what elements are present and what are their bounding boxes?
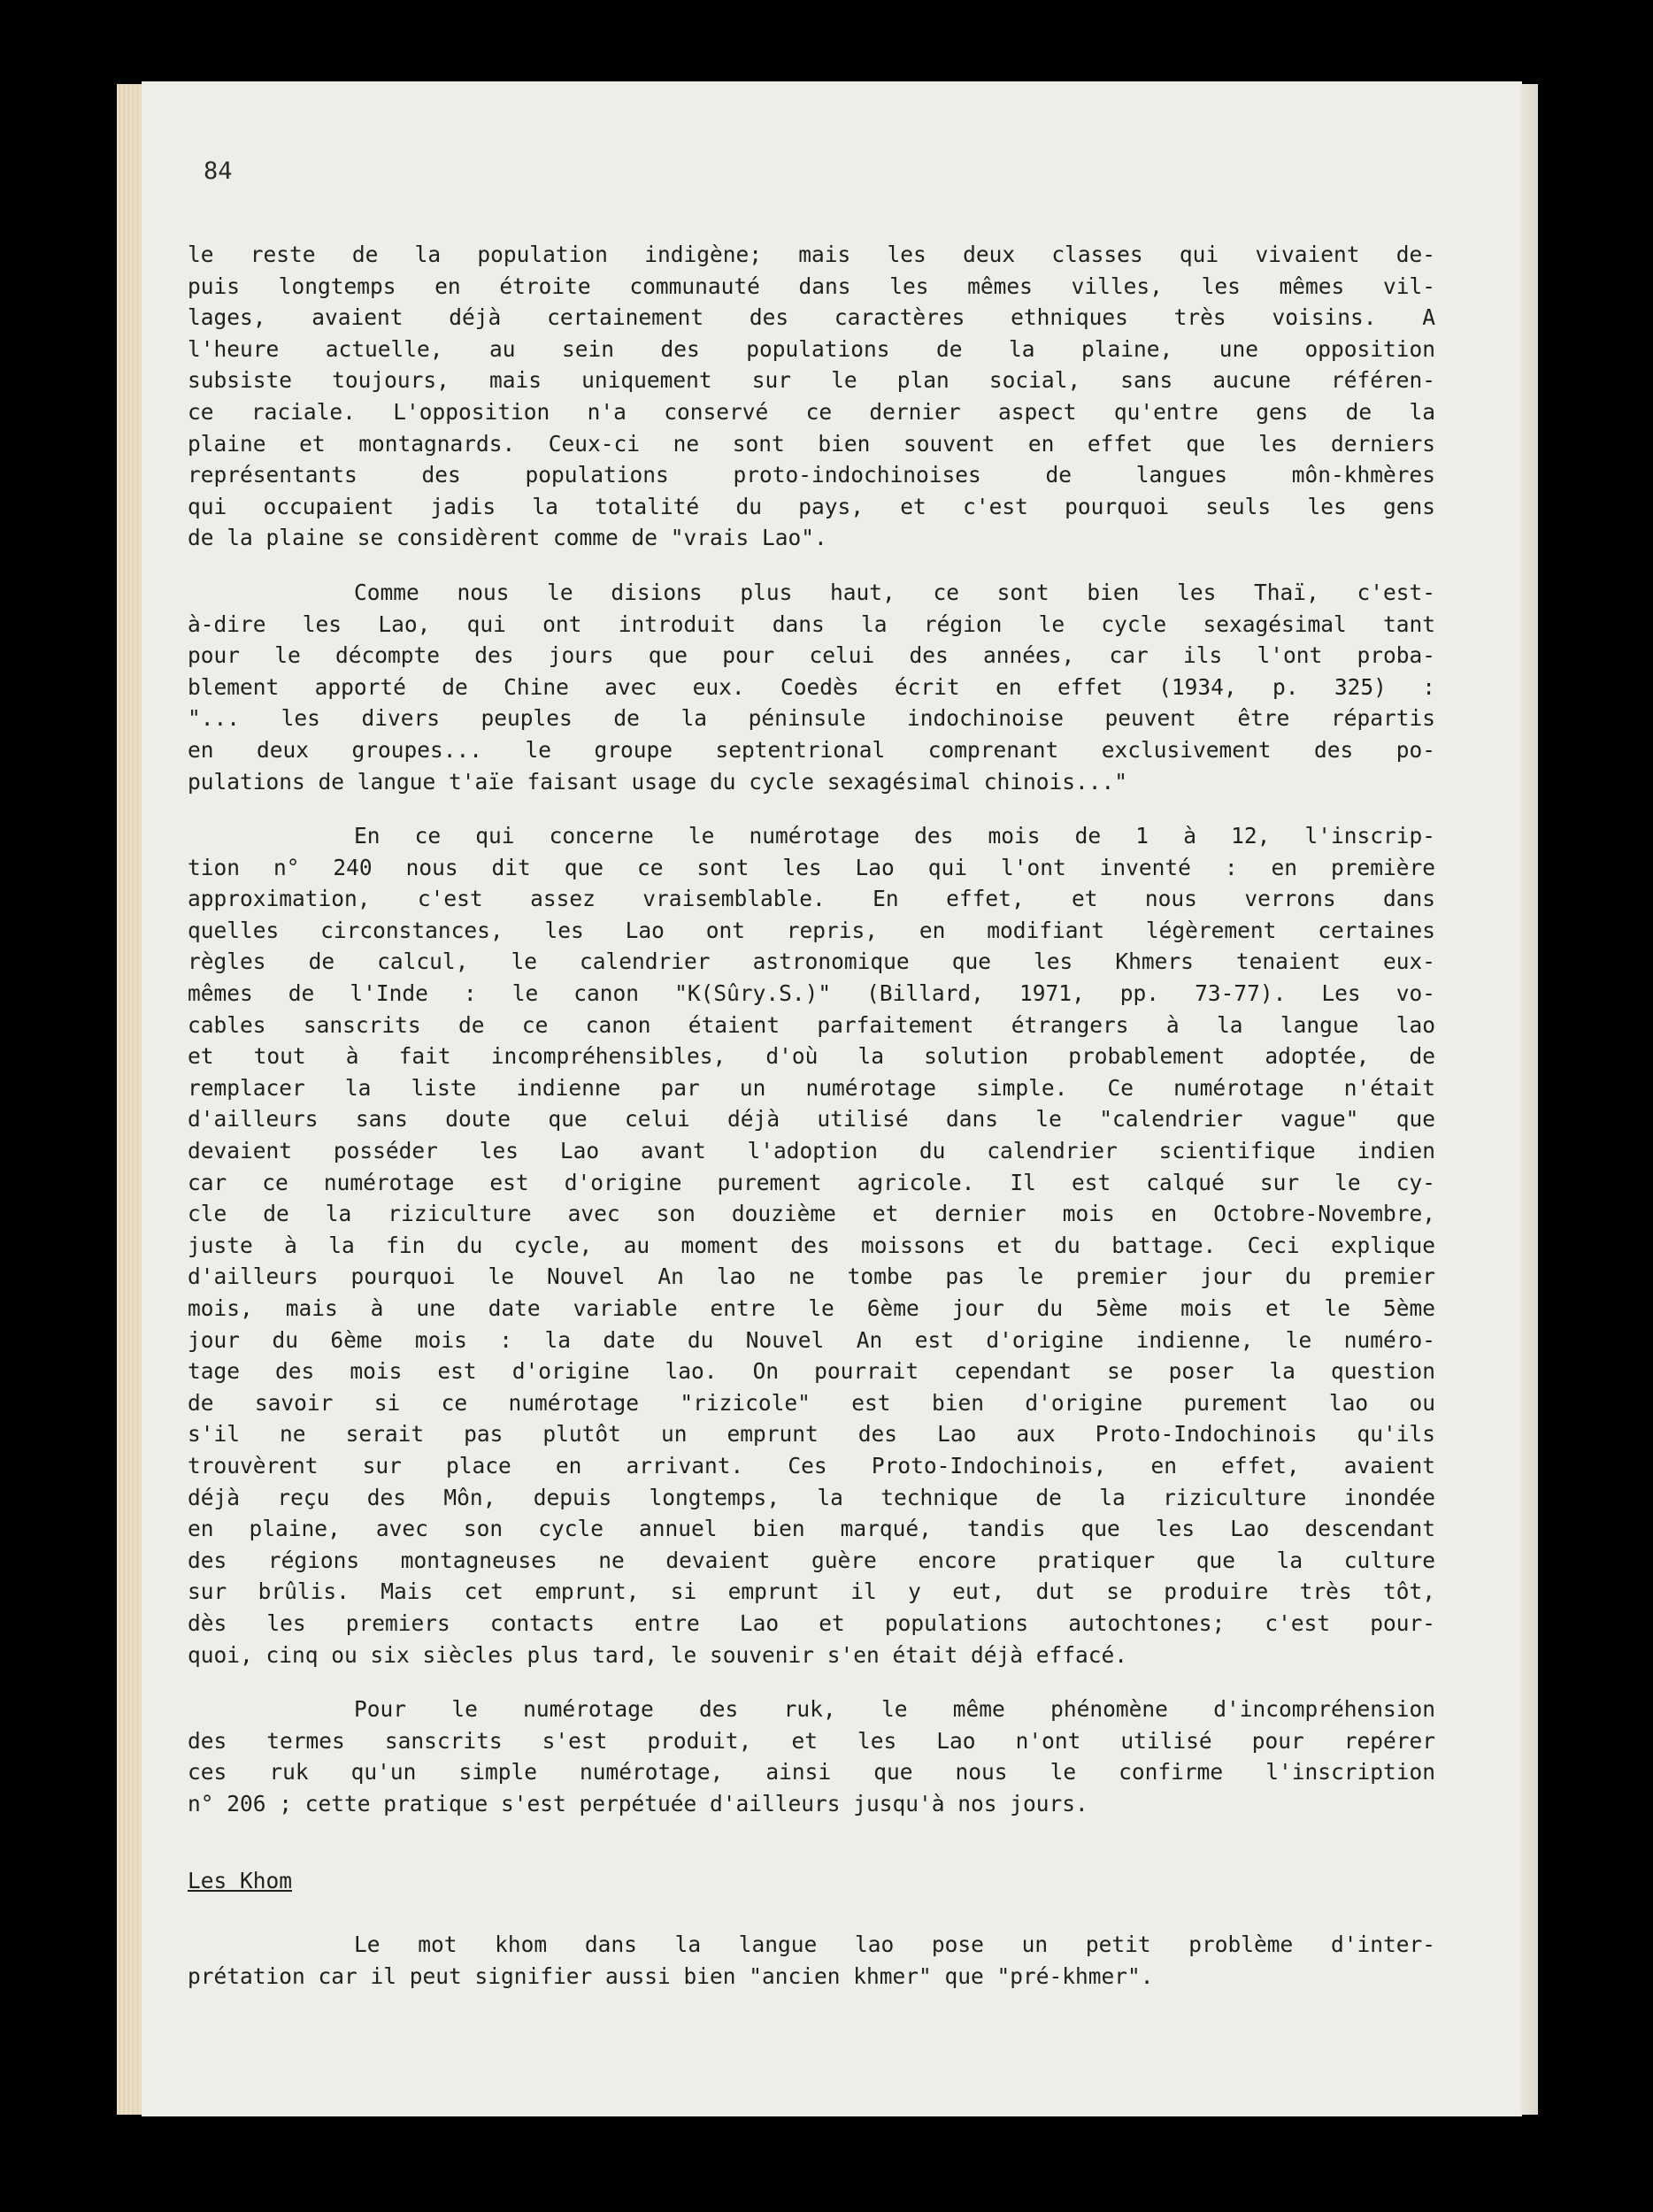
text-line: trouvèrent sur place en arrivant. Ces Proto-Indochinois, en effet, avaient [188,1452,1435,1479]
text-line: en plaine, avec son cycle annuel bien marqué, tandis que les Lao descendant [188,1516,1435,1542]
page-number: 84 [204,157,233,185]
text-line: pour le décompte des jours que pour celui des années, car ils l'ont proba- [188,642,1435,669]
text-line: jour du 6ème mois : la date du Nouvel An est d'origine indienne, le numéro- [188,1326,1435,1353]
text-line: remplacer la liste indienne par un numérotage simple. Ce numérotage n'était [188,1074,1435,1101]
text-line: des régions montagneuses ne devaient guère encore pratiquer que la culture [188,1547,1435,1573]
page-stack-edge [117,84,143,2115]
text-line: blement apporté de Chine avec eux. Coedès écrit en effet (1934, p. 325) : [188,673,1435,700]
text-line: Le mot khom dans la langue lao pose un petit problème d'inter- [354,1932,1435,1957]
text-line: subsiste toujours, mais uniquement sur le plan social, sans aucune référen- [188,367,1435,394]
text-line: le reste de la population indigène; mais les deux classes qui vivaient de- [188,242,1435,267]
paragraph-1 [188,239,1435,554]
text-line: Pour le numérotage des ruk, le même phénomène d'incompréhension [354,1696,1435,1723]
text-line: plaine et montagnards. Ceux-ci ne sont bien souvent en effet que les derniers [188,430,1435,457]
text-line: dès les premiers contacts entre Lao et populations autochtones; c'est pour- [188,1609,1435,1636]
text-line: juste à la fin du cycle, au moment des moissons et du battage. Ceci explique [188,1232,1435,1258]
text-line: s'il ne serait pas plutôt un emprunt des Lao aux Proto-Indochinois qu'ils [188,1421,1435,1448]
text-line: ce raciale. L'opposition n'a conservé ce dernier aspect qu'entre gens de la [188,398,1435,425]
text-line: et tout à fait incompréhensibles, d'où la solution probablement adoptée, de [188,1043,1435,1070]
body-text [188,239,1435,1820]
paragraph-5 [188,1929,1435,1992]
text-line: puis longtemps en étroite communauté dans les mêmes villes, les mêmes vil- [188,273,1435,299]
text-line: d'ailleurs sans doute que celui déjà utilisé dans le "calendrier vague" que [188,1106,1435,1133]
text-line: d'ailleurs pourquoi le Nouvel An lao ne tombe pas le premier jour du premier [188,1263,1435,1290]
text-line: à-dire les Lao, qui ont introduit dans la région le cycle sexagésimal tant [188,611,1435,637]
text-line: représentants des populations proto-indochinoises de langues môn-khmères [188,462,1435,488]
text-line: cle de la riziculture avec son douzième et dernier mois en Octobre-Novembre, [188,1201,1435,1227]
paragraph-3 [188,820,1435,1671]
text-line: n° 206 ; cette pratique s'est perpétuée d'ailleurs jusqu'à nos jours. [188,1790,1088,1816]
text-line: de la plaine se considèrent comme de "vrais Lao". [188,525,827,551]
text-line: qui occupaient jadis la totalité du pays, et c'est pourquoi seuls les gens [188,493,1435,519]
text-line: cables sanscrits de ce canon étaient parfaitement étrangers à la langue lao [188,1011,1435,1038]
text-line: en deux groupes... le groupe septentrional comprenant exclusivement des po- [188,736,1435,763]
text-line: lages, avaient déjà certainement des caractères ethniques très voisins. A [188,304,1435,331]
text-line: ces ruk qu'un simple numérotage, ainsi que nous le confirme l'inscription [188,1759,1435,1786]
text-line: car ce numérotage est d'origine purement agricole. Il est calqué sur le cy- [188,1169,1435,1195]
text-line: tage des mois est d'origine lao. On pourrait cependant se poser la question [188,1358,1435,1385]
text-line: approximation, c'est assez vraisemblable. En effet, et nous verrons dans [188,886,1435,912]
text-line: En ce qui concerne le numérotage des mois de 1 à 12, l'inscrip- [354,823,1435,849]
section-heading: Les Khom [188,1868,293,1893]
text-line: pulations de langue t'aïe faisant usage du cycle sexagésimal chinois..." [188,768,1128,795]
text-line: mêmes de l'Inde : le canon "K(Sûry.S.)" (Billard, 1971, pp. 73-77). Les vo- [188,980,1435,1007]
paragraph-4 [188,1694,1435,1819]
text-line: quoi, cinq ou six siècles plus tard, le souvenir s'en était déjà effacé. [188,1641,1128,1668]
text-line: règles de calcul, le calendrier astronomique que les Khmers tenaient eux- [188,949,1435,975]
text-line: Comme nous le disions plus haut, ce sont bien les Thaï, c'est- [354,579,1435,605]
text-line: déjà reçu des Môn, depuis longtemps, la technique de la riziculture inondée [188,1484,1435,1510]
page-right-edge [1520,84,1538,2115]
paragraph-2 [188,577,1435,797]
text-line: "... les divers peuples de la péninsule indochinoise peuvent être répartis [188,705,1435,732]
text-line: mois, mais à une date variable entre le 6ème jour du 5ème mois et le 5ème [188,1295,1435,1321]
text-line: l'heure actuelle, au sein des populations de la plaine, une opposition [188,335,1435,362]
text-line: quelles circonstances, les Lao ont repris, en modifiant légèrement certaines [188,917,1435,943]
text-line: tion n° 240 nous dit que ce sont les Lao qui l'ont inventé : en première [188,854,1435,880]
text-line: prétation car il peut signifier aussi bien "ancien khmer" que "pré-khmer". [188,1962,1154,1989]
text-line: de savoir si ce numérotage "rizicole" est bien d'origine purement lao ou [188,1389,1435,1416]
text-line: des termes sanscrits s'est produit, et les Lao n'ont utilisé pour repérer [188,1727,1435,1754]
text-line: sur brûlis. Mais cet emprunt, si emprunt il y eut, dut se produire très tôt, [188,1578,1435,1605]
text-line: devaient posséder les Lao avant l'adoption du calendrier scientifique indien [188,1138,1435,1164]
